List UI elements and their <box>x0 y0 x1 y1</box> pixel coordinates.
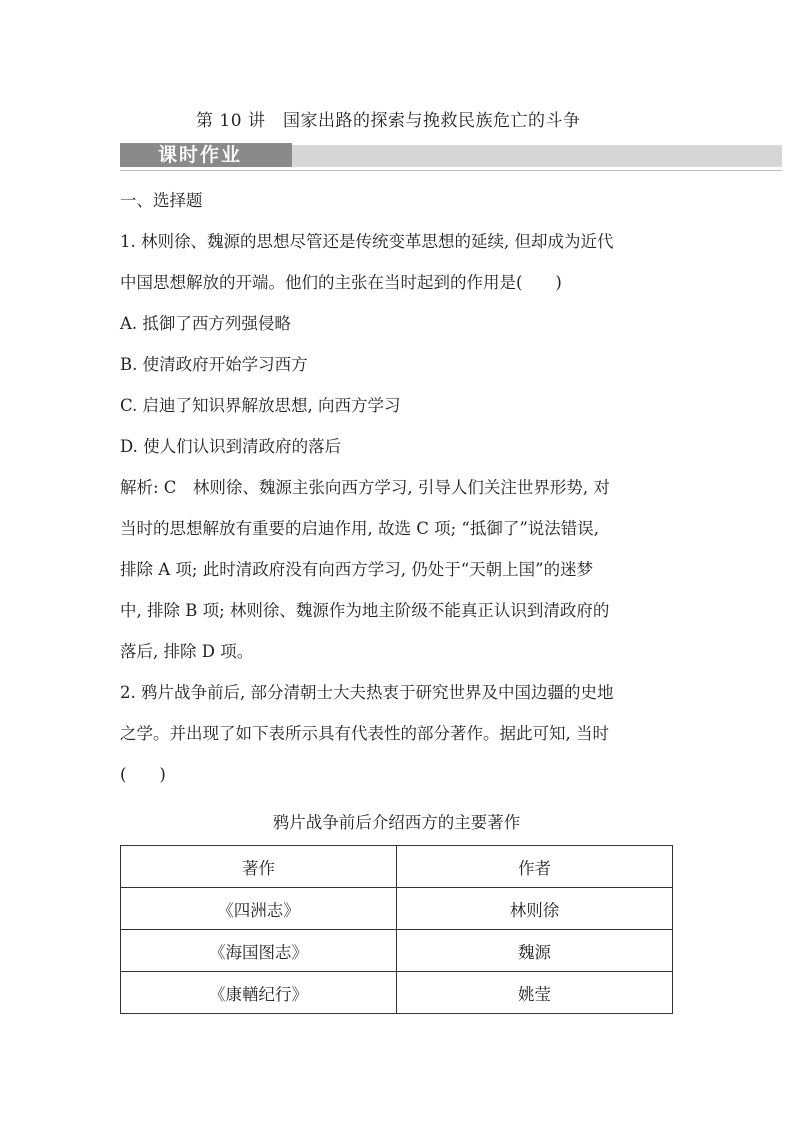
q1-analysis-line: 当时的思想解放有重要的启迪作用, 故选 C 项; “抵御了”说法错误, <box>120 519 600 538</box>
q1-option-c: C. 启迪了知识界解放思想, 向西方学习 <box>120 396 401 415</box>
q1-analysis-line: 中, 排除 B 项; 林则徐、魏源作为地主阶级不能真正认识到清政府的 <box>120 601 610 620</box>
table-header-row <box>121 846 673 888</box>
table-cell-author: 林则徐 <box>397 888 673 930</box>
works-table <box>120 845 673 1014</box>
table-row <box>121 888 673 930</box>
q2-stem-line: 之学。并出现了如下表所示具有代表性的部分著作。据此可知, 当时 <box>120 724 609 743</box>
table-header-cell: 作者 <box>397 846 673 888</box>
q1-stem-line: 1. 林则徐、魏源的思想尽管还是传统变革思想的延续, 但却成为近代 <box>120 232 614 251</box>
q1-analysis-line: 解析: C 林则徐、魏源主张向西方学习, 引导人们关注世界形势, 对 <box>120 478 610 497</box>
table-row <box>121 972 673 1014</box>
q1-analysis-line: 排除 A 项; 此时清政府没有向西方学习, 仍处于“天朝上国”的迷梦 <box>120 560 594 579</box>
q2-stem-line: ( ) <box>120 765 166 784</box>
q1-analysis-line: 落后, 排除 D 项。 <box>120 642 254 661</box>
lesson-title: 第 10 讲 国家出路的探索与挽救民族危亡的斗争 <box>196 111 581 131</box>
content <box>120 180 680 795</box>
q1-option-a: A. 抵御了西方列强侵略 <box>120 314 291 333</box>
table-caption: 鸦片战争前后介绍西方的主要著作 <box>272 813 521 832</box>
q1-stem-line: 中国思想解放的开端。他们的主张在当时起到的作用是( ) <box>120 273 562 292</box>
table-row <box>121 930 673 972</box>
table-cell-work: 《海国图志》 <box>121 930 397 972</box>
section-heading: 一、选择题 <box>120 191 203 210</box>
table-cell-work: 《四洲志》 <box>121 888 397 930</box>
banner-label: 课时作业 <box>120 143 292 167</box>
banner-divider <box>120 170 782 171</box>
q1-option-d: D. 使人们认识到清政府的落后 <box>120 437 342 456</box>
table-cell-work: 《康輶纪行》 <box>121 972 397 1014</box>
table-cell-author: 姚莹 <box>397 972 673 1014</box>
q1-option-b: B. 使清政府开始学习西方 <box>120 355 308 374</box>
table-cell-author: 魏源 <box>397 930 673 972</box>
q2-stem-line: 2. 鸦片战争前后, 部分清朝士大夫热衷于研究世界及中国边疆的史地 <box>120 683 614 702</box>
table-header-cell: 著作 <box>121 846 397 888</box>
